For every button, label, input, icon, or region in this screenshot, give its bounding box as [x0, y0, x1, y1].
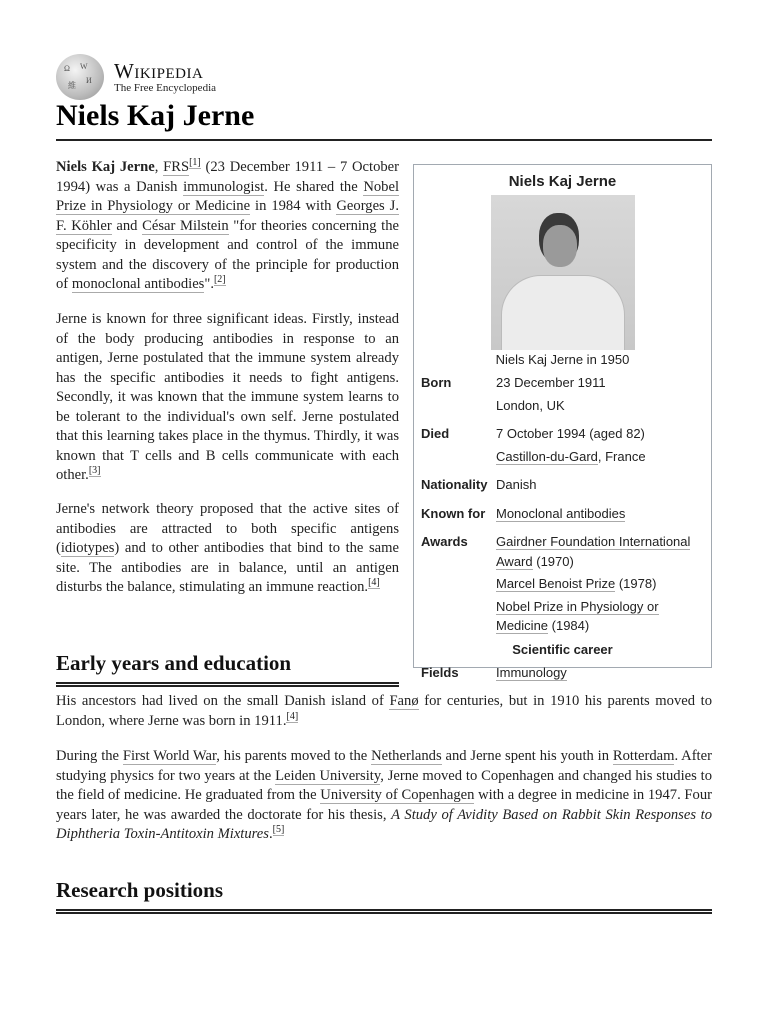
infobox-value-line — [496, 663, 706, 683]
wiki-link[interactable]: Marcel Benoist Prize — [496, 576, 616, 591]
infobox-subheader: Scientific career — [512, 641, 613, 657]
text: with a degree in medicine in 1947. Four years later, he was awarded the doctorate for his thesis, — [56, 787, 712, 823]
section-heading-early-years: Early years and education — [56, 650, 399, 687]
text: . He shared the — [264, 178, 364, 195]
paragraph-intro — [56, 158, 399, 295]
infobox-row — [421, 532, 711, 639]
text: ) and to other antibodies that bind to the same site. The antibodies are in balance, until an antigen disturbs the balance, stimulating an immune reaction. — [56, 540, 399, 595]
infobox-value-line — [496, 597, 706, 636]
infobox-value-line — [496, 396, 706, 416]
wiki-link[interactable]: Georges J. F. Köhler — [56, 198, 400, 234]
infobox-value — [496, 504, 706, 527]
text: 23 December 1911 — [496, 375, 606, 390]
infobox-row — [421, 373, 711, 418]
text: (1970) — [532, 553, 574, 569]
citation-link[interactable]: [4] — [368, 577, 380, 588]
infobox-value-line — [496, 574, 706, 594]
paragraph-youth — [56, 747, 712, 845]
wiki-link[interactable]: idiotypes — [60, 540, 115, 556]
infobox-label: Fields — [421, 664, 459, 680]
infobox-label: Awards — [421, 534, 468, 549]
infobox-label: Born — [421, 375, 452, 390]
wiki-link[interactable]: Nobel Prize in Physiology or Medicine — [496, 598, 659, 633]
citation-ref[interactable] — [286, 711, 298, 723]
infobox-row — [421, 424, 711, 469]
paragraph-ancestors — [56, 692, 712, 731]
wiki-link[interactable]: FRS — [163, 159, 190, 175]
text: for centuries, but in 1910 his parents moved to London, where Jerne was born in 1911. — [56, 693, 712, 729]
bold-text: Niels Kaj Jerne — [56, 159, 155, 175]
photo-caption: Niels Kaj Jerne in 1950 — [495, 352, 630, 367]
infobox-value — [496, 475, 706, 498]
citation-link[interactable]: [1] — [189, 157, 201, 168]
wiki-link[interactable]: Rotterdam — [612, 748, 675, 764]
infobox-label: Known for — [421, 505, 486, 521]
infobox-row — [421, 504, 711, 527]
citation-link[interactable]: [3] — [88, 465, 101, 476]
infobox-value — [496, 532, 706, 639]
text: His ancestors had lived on the small Danish island of — [56, 693, 390, 709]
text: ". — [204, 276, 214, 292]
text: and — [111, 217, 143, 234]
citation-ref[interactable] — [214, 274, 226, 286]
text: London, UK — [496, 397, 565, 413]
text: (1978) — [615, 576, 657, 591]
infobox-value-line — [496, 504, 706, 524]
citation-link[interactable]: [5] — [272, 824, 285, 835]
wiki-link[interactable]: immunologist — [183, 178, 265, 195]
text: Jerne is known for three significant ideas. Firstly, instead of the body producing antibodies in response to an antigen, Jerne postulated that the immune system already has the specific antibodies it needs to fight antigens. Secondly, it was known that the immune system learns to be tolerant to the individual's own self. Jerne postulated that this learning takes place in the thymus. Thirdly, it was known that T cells and B cells communicate with each other. — [56, 311, 399, 483]
portrait-photo[interactable] — [491, 195, 635, 350]
logo-wordmark: Wikipedia — [114, 58, 204, 83]
infobox-value-line — [496, 424, 706, 444]
wiki-link[interactable]: Monoclonal antibodies — [496, 505, 626, 521]
infobox-value — [496, 424, 706, 469]
citation-ref[interactable] — [368, 577, 380, 589]
wiki-link[interactable]: Gairdner Foundation International Award — [496, 534, 691, 569]
infobox-value-line — [496, 373, 706, 393]
wiki-link[interactable]: monoclonal antibodies — [71, 276, 205, 292]
wikipedia-logo[interactable] — [56, 54, 216, 100]
text: , France — [597, 448, 646, 464]
citation-link[interactable]: [4] — [286, 710, 299, 722]
infobox-value-line — [496, 447, 706, 467]
page-title: Niels Kaj Jerne — [56, 96, 712, 141]
text: (23 December 1911 – 7 October 1994) was a Danish — [56, 159, 400, 195]
infobox-label: Nationality — [421, 477, 488, 492]
wiki-link[interactable]: Nobel Prize in Physiology or Medicine — [56, 178, 399, 214]
wiki-link[interactable]: Fanø — [389, 693, 419, 709]
text: 7 October 1994 (aged 82) — [496, 426, 645, 441]
text: . After studying physics for two years at the — [56, 748, 712, 784]
text: "for theories concerning the specificity in development and control of the immune system and the discovery of the principle for production of — [56, 217, 399, 292]
infobox-value-line — [496, 475, 706, 495]
section-heading-research-positions: Research positions — [56, 877, 712, 914]
text: (1984) — [548, 618, 590, 633]
text: Danish — [496, 477, 537, 492]
wiki-link[interactable]: Netherlands — [371, 748, 442, 764]
infobox-value — [496, 663, 706, 686]
text: in 1984 with — [250, 198, 337, 214]
infobox-title: Niels Kaj Jerne — [508, 173, 617, 190]
paragraph-ideas — [56, 310, 399, 486]
infobox-label: Died — [421, 426, 450, 441]
wiki-link[interactable]: First World War — [122, 748, 217, 764]
wiki-link[interactable]: University of Copenhagen — [320, 787, 475, 803]
infobox-row — [421, 475, 711, 498]
text: , — [154, 159, 164, 175]
text: and Jerne spent his youth in — [441, 748, 613, 764]
paragraph-network — [56, 500, 399, 598]
infobox-row — [421, 663, 711, 686]
citation-ref[interactable] — [189, 157, 201, 169]
logo-tagline: The Free Encyclopedia — [114, 81, 217, 94]
wiki-link[interactable]: Immunology — [496, 664, 567, 680]
text: , Jerne moved to Copenhagen and changed his studies to the field of medicine. He graduated from the — [56, 767, 713, 803]
text: . — [268, 826, 273, 842]
wiki-link[interactable]: César Milstein — [142, 217, 229, 234]
wiki-link[interactable]: Castillon-du-Gard — [496, 448, 598, 464]
text: Jerne's network theory proposed that the active sites of antibodies are attracted to both specific antigens ( — [56, 501, 399, 556]
italic-title: A Study of Avidity Based on Rabbit Skin Responses to Diphtheria Toxin-Antitoxin Mixtures — [56, 806, 712, 842]
citation-ref[interactable] — [89, 465, 101, 477]
text: During the — [56, 748, 123, 764]
wikipedia-globe-icon: Ω W И 維 — [56, 54, 104, 100]
citation-ref[interactable] — [273, 824, 285, 836]
infobox-value-line — [496, 532, 706, 571]
text: , his parents moved to the — [216, 748, 372, 764]
infobox — [413, 164, 712, 680]
citation-link[interactable]: [2] — [213, 274, 226, 285]
wiki-link[interactable]: Leiden University — [275, 767, 381, 784]
infobox-value — [496, 373, 706, 418]
